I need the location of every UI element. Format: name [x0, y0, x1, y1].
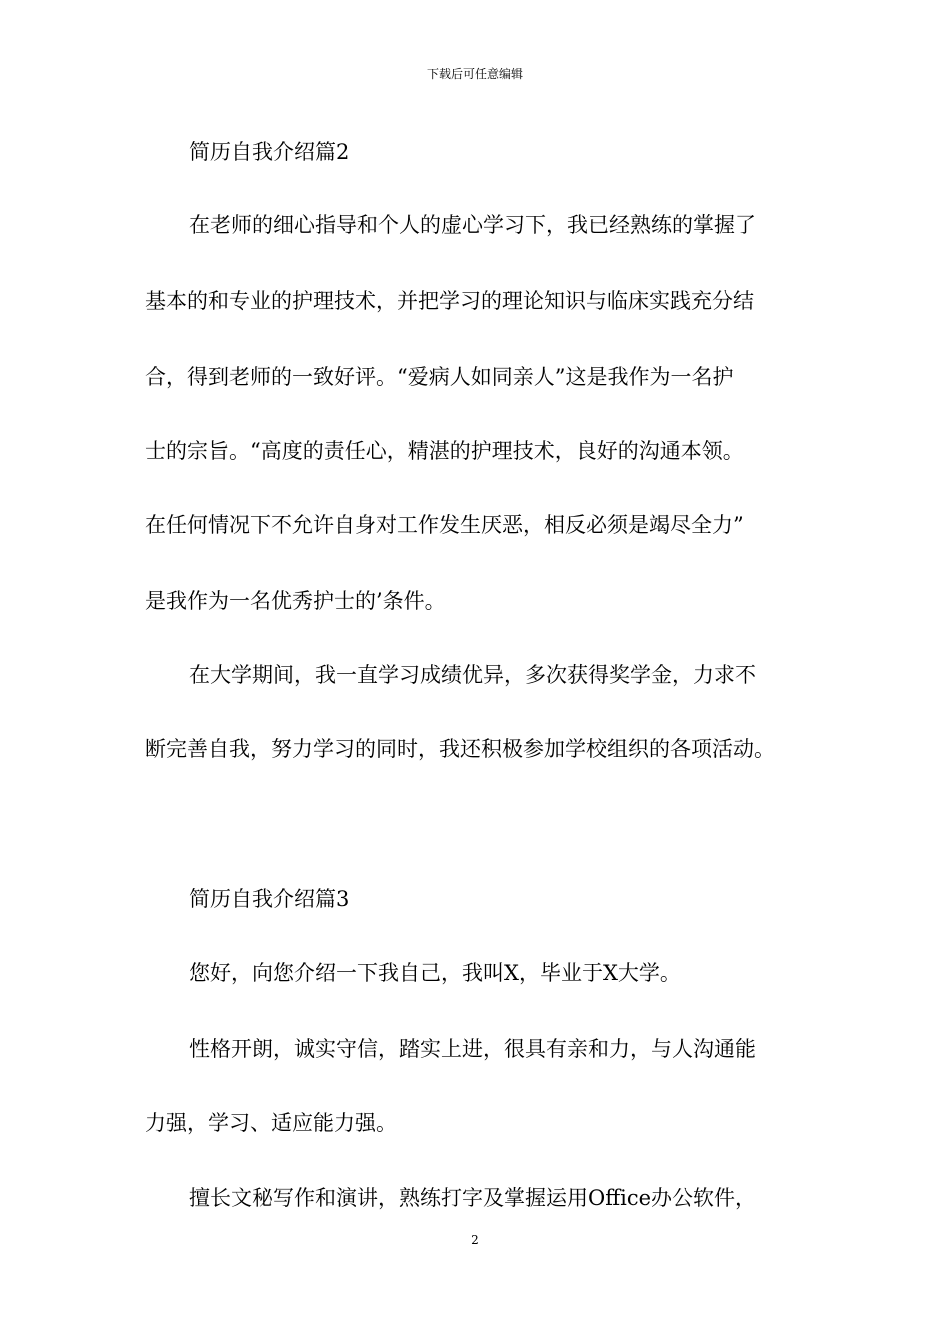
- section-heading-3: 简历自我介绍篇3: [189, 887, 350, 911]
- page-number: 2: [471, 1233, 479, 1247]
- paragraph-line: 性格开朗，诚实守信，踏实上进，很具有亲和力，与人沟通能: [189, 1037, 756, 1061]
- section-heading-2: 简历自我介绍篇2: [189, 140, 350, 164]
- paragraph-line: 基本的和专业的护理技术，并把学习的理论知识与临床实践充分结: [145, 289, 754, 313]
- paragraph-line: 力强，学习、适应能力强。: [145, 1111, 397, 1135]
- paragraph-line: 在老师的细心指导和个人的虚心学习下，我已经熟练的掌握了: [189, 213, 756, 237]
- paragraph-line: 擅长文秘写作和演讲，熟练打字及掌握运用Office办公软件，: [189, 1186, 757, 1210]
- paragraph-line: 是我作为一名优秀护士的’条件。: [145, 589, 446, 613]
- paragraph-line: 断完善自我，努力学习的同时，我还积极参加学校组织的各项活动。: [145, 737, 775, 761]
- paragraph-line: 合，得到老师的一致好评。“爱病人如同亲人”这是我作为一名护: [145, 365, 734, 389]
- paragraph-line: 在任何情况下不允许自身对工作发生厌恶，相反必须是竭尽全力”: [145, 513, 744, 537]
- paragraph-line: 您好，向您介绍一下我自己，我叫X，毕业于X大学。: [189, 961, 681, 985]
- page-header: 下载后可任意编辑: [426, 67, 523, 81]
- paragraph-line: 士的宗旨。“高度的责任心，精湛的护理技术，良好的沟通本领。: [145, 439, 744, 463]
- paragraph-line: 在大学期间，我一直学习成绩优异，多次获得奖学金，力求不: [189, 663, 756, 687]
